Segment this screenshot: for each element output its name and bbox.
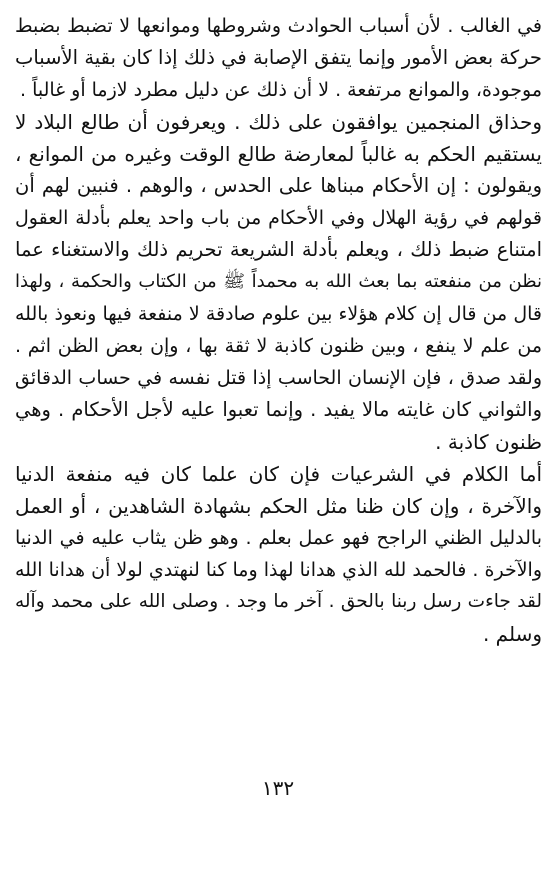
- text-line: ظنون كاذبة .: [435, 430, 542, 454]
- text-line: والثواني كان غايته مالا يفيد . وإنما تعبوا عليه لأجل الأحكام . وهي: [15, 398, 542, 421]
- text-line: ولقد صدق ، فإن الإنسان الحاسب إذا قتل نفسه في حساب الدقائق: [15, 367, 542, 389]
- text-line: موجودة، والموانع مرتفعة . لا أن ذلك عن دليل مطرد لازما أو غالباً .: [19, 79, 542, 101]
- text-line: يستقيم الحكم به غالباً لمعارضة طالع الوقت وغيره من الموانع ،: [15, 142, 542, 166]
- text-line: قولهم في رؤية الهلال وفي الأحكام من باب واحد يعلم بأدلة العقول: [15, 207, 542, 229]
- text-line: وحذاق المنجمين يوافقون على ذلك . ويعرفون أن طالع البلاد لا: [15, 110, 542, 134]
- text-line: والآخرة . فالحمد لله الذي هدانا لهذا وما كنا لنهتدي لولا أن هدانا الله: [15, 559, 542, 581]
- text-line: ويقولون : إن الأحكام مبناها على الحدس ، والوهم . فنبين لهم أن: [15, 174, 542, 197]
- text-line: وسلم .: [482, 622, 542, 646]
- text-line: في الغالب . لأن أسباب الحوادث وشروطها وموانعها لا تضبط بضبط: [15, 15, 542, 37]
- paragraph-1: [15, 10, 542, 106]
- text-line: نظن من منفعته بما بعث الله به محمداً ﷺ من الكتاب والحكمة ، ولهذا: [15, 271, 542, 292]
- body-text: [15, 10, 542, 650]
- paragraph-3: [15, 458, 542, 650]
- text-line: والآخرة ، وإن كان ظنا مثل الحكم بشهادة الشاهدين ، أو العمل: [15, 494, 542, 518]
- text-line: قال من قال إن كلام هؤلاء بين علوم صادقة لا منفعة فيها ونعوذ بالله: [15, 303, 542, 325]
- paragraph-2: [15, 106, 542, 458]
- text-line: حركة بعض الأمور وإنما يتفق الإصابة في ذلك إذا كان بقية الأسباب: [15, 46, 542, 69]
- text-line: لقد جاءت رسل ربنا بالحق . آخر ما وجد . وصلى الله على محمد وآله: [15, 591, 542, 612]
- page-number: ١٣٢: [261, 776, 295, 800]
- text-line: بالدليل الظني الراجح فهو عمل بعلم . وهو ظن يثاب عليه في الدنيا: [15, 527, 542, 549]
- text-line: امتناع ضبط ذلك ، ويعلم بأدلة الشريعة تحريم ذلك والاستغناء عما: [15, 238, 542, 261]
- text-line: من علم لا ينفع ، وبين ظنون كاذبة لا ثقة بها ، وإن بعض الظن اثم .: [15, 335, 542, 357]
- text-line: أما الكلام في الشرعيات فإن كان علما كان فيه منفعة الدنيا: [15, 462, 542, 486]
